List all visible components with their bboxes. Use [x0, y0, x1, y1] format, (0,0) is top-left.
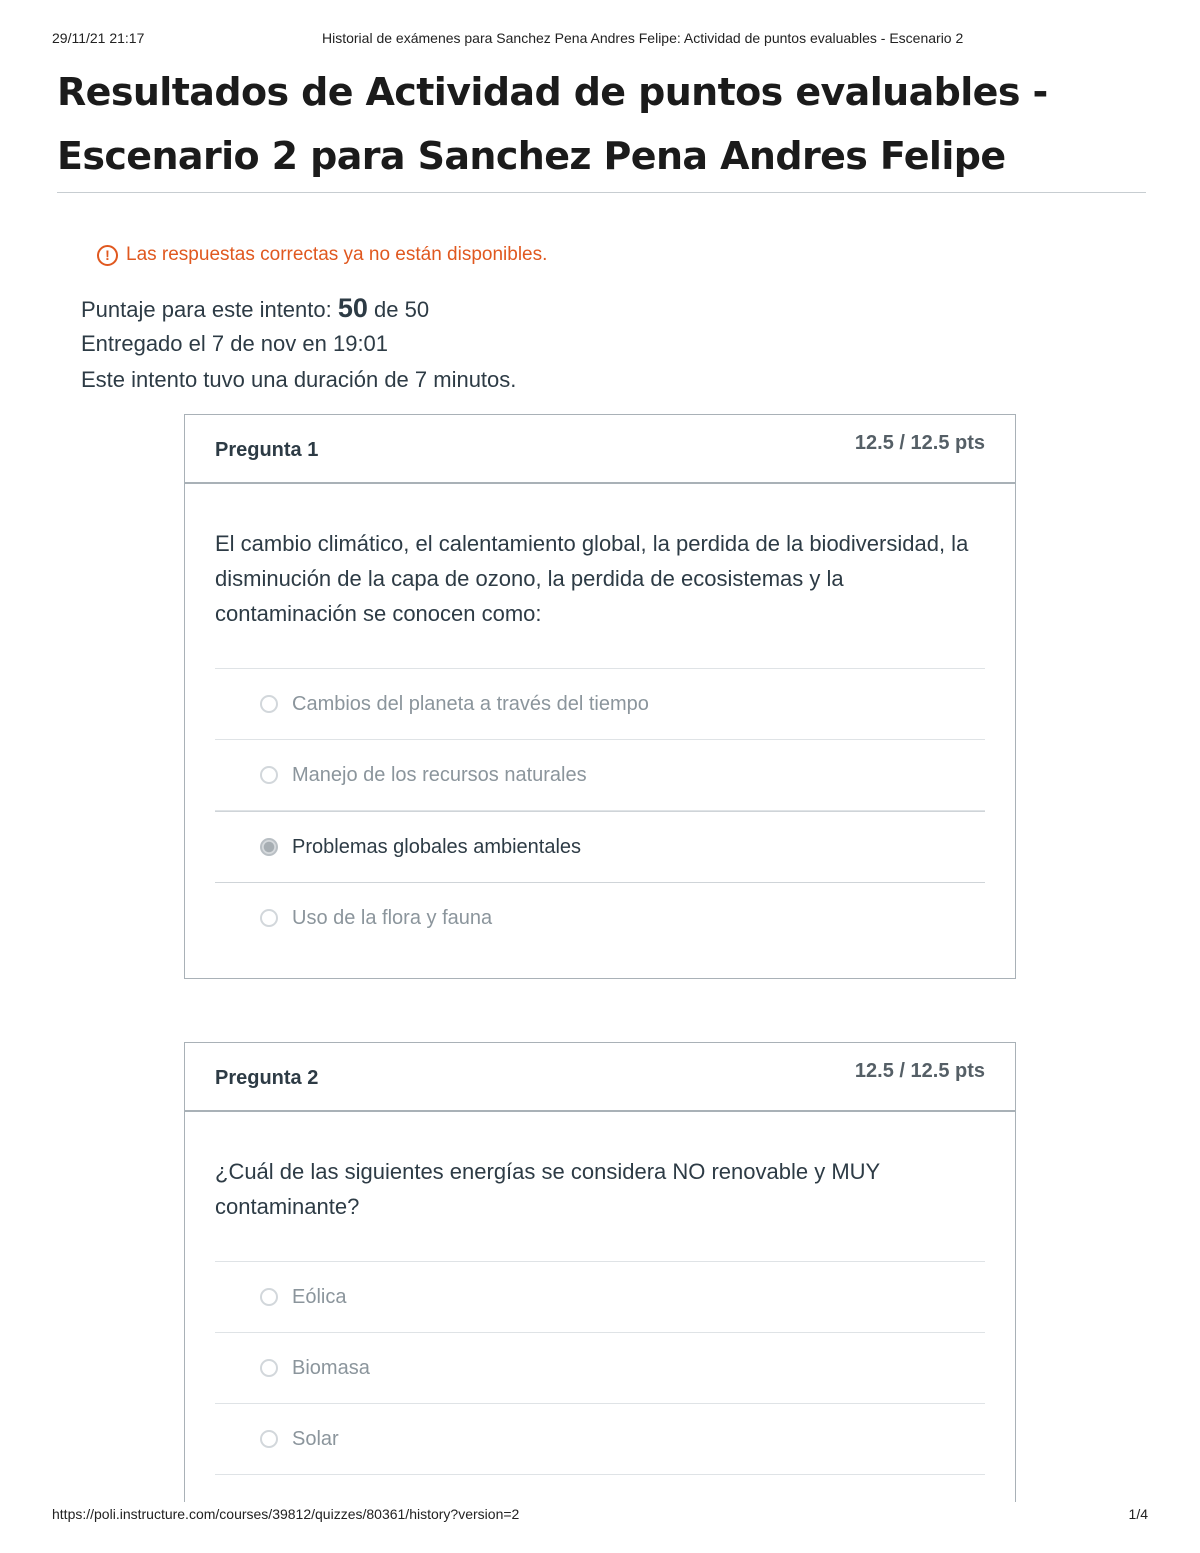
print-header [52, 30, 1148, 50]
answer-option[interactable] [215, 740, 985, 811]
answer-label: Eólica [292, 1285, 347, 1308]
answer-list [215, 1261, 985, 1475]
answer-label: Uso de la flora y fauna [292, 906, 493, 929]
attempt-summary [81, 290, 516, 398]
answer-option-selected[interactable] [215, 811, 985, 883]
score-value: 50 [337, 293, 368, 323]
question-title: Pregunta 1 [215, 439, 319, 461]
answer-option[interactable] [215, 1262, 985, 1333]
page-title [57, 60, 1057, 188]
answer-label: Problemas globales ambientales [292, 835, 582, 858]
question-header [185, 1043, 1015, 1112]
question-body [185, 1112, 1015, 1475]
radio-icon[interactable] [260, 1359, 278, 1377]
radio-icon[interactable] [260, 1430, 278, 1448]
radio-icon[interactable] [260, 909, 278, 927]
warning-icon: ! [97, 245, 118, 266]
score-total: de 50 [374, 297, 430, 322]
score-label: Puntaje para este intento: [81, 297, 332, 322]
duration-line: Este intento tuvo una duración de 7 minutos. [81, 367, 517, 392]
answer-label: Cambios del planeta a través del tiempo [292, 692, 649, 715]
print-doc-title: Historial de exámenes para Sanchez Pena Andres Felipe: Actividad de puntos evaluables - Escenario 2 [322, 30, 964, 46]
answer-label: Manejo de los recursos naturales [292, 763, 587, 786]
notice-text: Las respuestas correctas ya no están disponibles. [126, 244, 548, 265]
answer-option[interactable] [215, 883, 985, 953]
radio-checked-icon[interactable] [260, 838, 278, 856]
answers-unavailable-notice [97, 242, 547, 268]
question-card-2 [184, 1042, 1016, 1502]
answer-label: Biomasa [292, 1356, 370, 1379]
print-url: https://poli.instructure.com/courses/39812/quizzes/80361/history?version=2 [52, 1506, 520, 1522]
page-title-line2: Escenario 2 para Sanchez Pena Andres Felipe [57, 134, 1006, 178]
answer-option[interactable] [215, 669, 985, 740]
question-body [185, 484, 1015, 953]
page-title-line1: Resultados de Actividad de puntos evaluables - [57, 70, 1048, 114]
question-points: 12.5 / 12.5 pts [854, 1060, 985, 1082]
answer-label: Solar [292, 1427, 339, 1450]
title-divider [57, 192, 1146, 193]
question-text: El cambio climático, el calentamiento global, la perdida de la biodiversidad, la disminución de la capa de ozono, la perdida de ecosistemas y la contaminación se conocen como: [215, 531, 969, 626]
question-text: ¿Cuál de las siguientes energías se considera NO renovable y MUY contaminante? [215, 1159, 880, 1219]
print-page-number: 1/4 [1128, 1506, 1148, 1522]
print-date: 29/11/21 21:17 [52, 30, 145, 46]
radio-icon[interactable] [260, 695, 278, 713]
question-header [185, 415, 1015, 484]
answer-list [215, 668, 985, 953]
question-title: Pregunta 2 [215, 1067, 319, 1089]
radio-icon[interactable] [260, 1288, 278, 1306]
score-line [81, 290, 516, 326]
question-points: 12.5 / 12.5 pts [854, 432, 985, 454]
radio-icon[interactable] [260, 766, 278, 784]
answer-option[interactable] [215, 1333, 985, 1404]
answer-option[interactable] [215, 1404, 985, 1475]
question-card-1 [184, 414, 1016, 979]
submitted-line: Entregado el 7 de nov en 19:01 [81, 331, 389, 356]
